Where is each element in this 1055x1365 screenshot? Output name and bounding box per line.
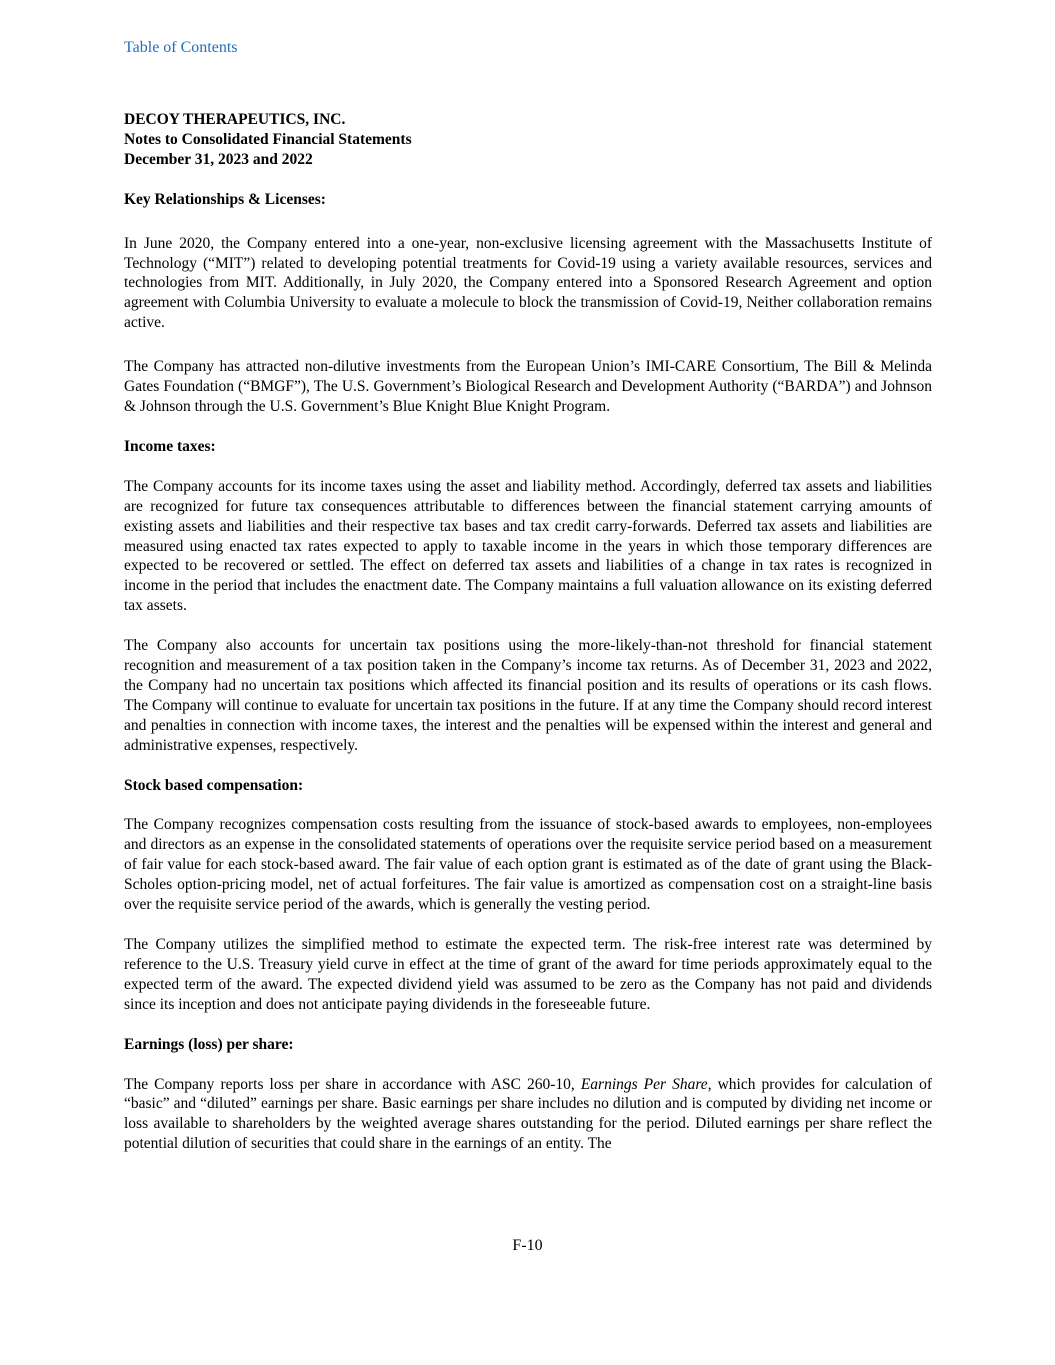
- paragraph-income-tax-method: The Company accounts for its income taxes using the asset and liability method. Accordingly, deferred tax assets and liabilities are recognized for future tax consequences attributable to differences between the financial statement carrying amounts of existing assets and liabilities and their respective tax bases and tax credit carry-forwards. Deferred tax assets and liabilities are measured using enacted tax rates expected to apply to taxable income in the years in which those temporary differences are expected to be recovered or settled. The effect on deferred tax assets and liabilities of a change in tax rates is recognized in income in the period that includes the enactment date. The Company maintains a full valuation allowance on its existing deferred tax assets.: [124, 477, 932, 615]
- table-of-contents-link[interactable]: Table of Contents: [124, 39, 238, 56]
- company-name: DECOY THERAPEUTICS, INC.: [124, 111, 346, 128]
- paragraph-loss-per-share: [124, 1075, 932, 1155]
- heading-stock-compensation: Stock based compensation:: [124, 776, 304, 794]
- heading-income-taxes: Income taxes:: [124, 437, 216, 455]
- page-number: F-10: [512, 1237, 543, 1254]
- paragraph-stock-compensation-costs: The Company recognizes compensation costs resulting from the issuance of stock-based awards to employees, non-employees and directors as an expense in the consolidated statements of operations over the requisite service period based on a measurement of fair value for each stock-based award. The fair value of each option grant is estimated as of the date of grant using the Black-Scholes option-pricing model, net of actual forfeitures. The fair value is amortized as compensation cost on a straight-line basis over the requisite service period of the awards, which is generally the vesting period.: [124, 816, 932, 914]
- paragraph-uncertain-tax-positions: The Company also accounts for uncertain tax positions using the more-likely-than-not threshold for financial statement recognition and measurement of a tax position taken in the Company’s income tax returns. As of December 31, 2023 and 2022, the Company had no uncertain tax positions which affected its financial position and its results of operations or its cash flows. The Company will continue to evaluate for uncertain tax positions in the future. If at any time the Company should record interest and penalties in connection with income taxes, the interest and the penalties will be expensed within the interest and general and administrative expenses, respectively.: [124, 637, 932, 754]
- reporting-period: December 31, 2023 and 2022: [124, 150, 313, 168]
- heading-earnings-per-share: Earnings (loss) per share:: [124, 1035, 294, 1053]
- eps-text-end: , which provides for calculation of “basic” and “diluted” earnings per share. Basic earnings per share includes no dilution and is computed by dividing net income or loss available to shareholders by the weighted average shares outstanding for the period. Diluted earnings per share reflect the potential dilution of securities that could share in the earnings of an entity. The: [124, 1075, 932, 1153]
- eps-text-start: The Company reports loss per share in accordance with ASC 260-10,: [124, 1075, 581, 1093]
- eps-standard-title: Earnings Per Share: [580, 1075, 708, 1093]
- heading-key-relationships: Key Relationships & Licenses:: [124, 190, 326, 208]
- document-title: Notes to Consolidated Financial Statements: [124, 130, 412, 148]
- document-body: [124, 110, 932, 1154]
- paragraph-licensing: In June 2020, the Company entered into a one-year, non-exclusive licensing agreement with the Massachusetts Institute of Technology (“MIT”) related to developing potential treatments for Covid-19 using a variety available resources, services and technologies from MIT. Additionally, in July 2020, the Company entered into a Sponsored Research Agreement and option agreement with Columbia University to evaluate a molecule to block the transmission of Covid-19, Neither collaboration remains active.: [124, 234, 932, 332]
- paragraph-expected-term: The Company utilizes the simplified method to estimate the expected term. The risk-free interest rate was determined by reference to the U.S. Treasury yield curve in effect at the time of grant of the award for time periods approximately equal to the expected term of the award. The expected dividend yield was assumed to be zero as the Company has not paid and dividends since its inception and does not anticipate paying dividends in the foreseeable future.: [124, 936, 932, 1013]
- paragraph-investments: The Company has attracted non-dilutive investments from the European Union’s IMI-CARE Consortium, The Bill & Melinda Gates Foundation (“BMGF”), The U.S. Government’s Biological Research and Development Authority (“BARDA”) and Johnson & Johnson through the U.S. Government’s Blue Knight Blue Knight Program.: [124, 358, 932, 415]
